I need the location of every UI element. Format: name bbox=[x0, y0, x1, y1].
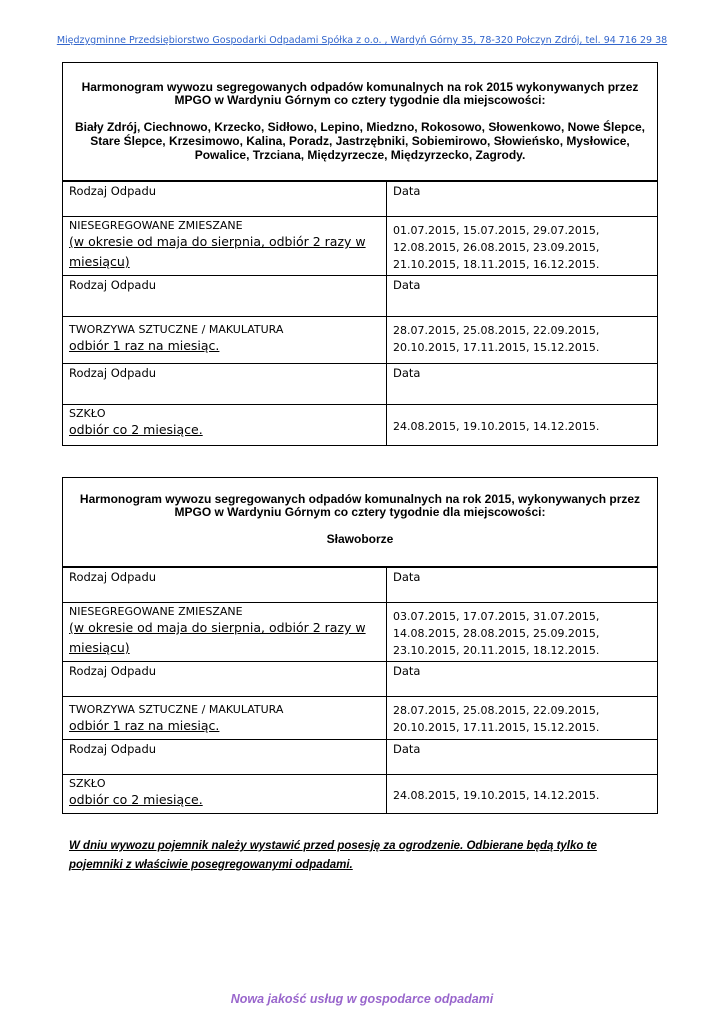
table-header-row bbox=[63, 364, 657, 405]
dates-cell: 28.07.2015, 25.08.2015, 22.09.2015, 20.10.2015, 17.11.2015, 15.12.2015. bbox=[387, 697, 658, 740]
schedule-1-table bbox=[63, 181, 657, 445]
col-date-header: Data bbox=[387, 662, 658, 697]
waste-type-note: (w okresie od maja do sierpnia, odbiór 2 razy w miesiącu) bbox=[69, 234, 366, 269]
table-row bbox=[63, 317, 657, 364]
schedule-2-title-box bbox=[63, 478, 657, 567]
schedule-table-1 bbox=[62, 62, 658, 446]
waste-type-label: SZKŁO bbox=[69, 407, 106, 420]
waste-type-cell bbox=[63, 697, 387, 740]
waste-type-label: NIESEGREGOWANE ZMIESZANE bbox=[69, 605, 243, 618]
waste-type-label: TWORZYWA SZTUCZNE / MAKULATURA bbox=[69, 703, 284, 716]
col-type-header: Rodzaj Odpadu bbox=[63, 740, 387, 775]
table-row bbox=[63, 217, 657, 276]
schedule-2-title: Harmonogram wywozu segregowanych odpadów komunalnych na rok 2015, wykonywanych przez MPGO w Wardyniu Górnym co cztery tygodnie dla miejscowości: bbox=[79, 492, 641, 519]
table-row bbox=[63, 603, 657, 662]
waste-type-note: (w okresie od maja do sierpnia, odbiór 2 razy w miesiącu) bbox=[69, 620, 366, 655]
col-type-header: Rodzaj Odpadu bbox=[63, 568, 387, 603]
schedule-2-places: Sławoborze bbox=[326, 532, 394, 546]
schedule-table-2 bbox=[62, 477, 658, 814]
schedule-1-title-box bbox=[63, 63, 657, 181]
col-date-header: Data bbox=[387, 740, 658, 775]
col-type-header: Rodzaj Odpadu bbox=[63, 662, 387, 697]
schedule-1-places: Biały Zdrój, Ciechnowo, Krzecko, Sidłowo, Lepino, Miedzno, Rokosowo, Słowenkowo, Nowe Ślepce, Stare Ślepce, Krzesimowo, Kalina, Poradz, Jastrzębniki, Sobiemirowo, Słowieńsko, Mysłowice, Powalice, Trzciana, Międzyrzecze, Międzyrzecko, Zagrody. bbox=[74, 120, 646, 162]
table-row bbox=[63, 697, 657, 740]
table-header-row bbox=[63, 276, 657, 317]
table-row bbox=[63, 775, 657, 814]
waste-type-cell bbox=[63, 775, 387, 814]
dates-cell: 03.07.2015, 17.07.2015, 31.07.2015, 14.08.2015, 28.08.2015, 25.09.2015, 23.10.2015, 20.11.2015, 18.12.2015. bbox=[387, 603, 658, 662]
col-type-header: Rodzaj Odpadu bbox=[63, 276, 387, 317]
col-type-header: Rodzaj Odpadu bbox=[63, 364, 387, 405]
waste-type-label: NIESEGREGOWANE ZMIESZANE bbox=[69, 219, 243, 232]
waste-type-note: odbiór 1 raz na miesiąc. bbox=[69, 718, 220, 733]
company-header: Międzygminne Przedsiębiorstwo Gospodarki Odpadami Spółka z o.o. , Wardyń Górny 35, 78-320 Połczyn Zdrój, tel. 94 716 29 38 bbox=[56, 35, 668, 46]
table-header-row bbox=[63, 662, 657, 697]
waste-type-cell bbox=[63, 603, 387, 662]
table-header-row bbox=[63, 740, 657, 775]
waste-type-note: odbiór co 2 miesiące. bbox=[69, 792, 203, 807]
dates-cell: 24.08.2015, 19.10.2015, 14.12.2015. bbox=[387, 775, 658, 814]
col-type-header: Rodzaj Odpadu bbox=[63, 182, 387, 217]
dates-cell: 28.07.2015, 25.08.2015, 22.09.2015, 20.10.2015, 17.11.2015, 15.12.2015. bbox=[387, 317, 658, 364]
col-date-header: Data bbox=[387, 364, 658, 405]
col-date-header: Data bbox=[387, 568, 658, 603]
waste-type-label: TWORZYWA SZTUCZNE / MAKULATURA bbox=[69, 323, 284, 336]
waste-type-note: odbiór 1 raz na miesiąc. bbox=[69, 338, 220, 353]
schedule-1-title: Harmonogram wywozu segregowanych odpadów komunalnych na rok 2015 wykonywanych przez MPGO w Wardyniu Górnym co cztery tygodnie dla miejscowości: bbox=[81, 80, 639, 107]
collection-notice: W dniu wywozu pojemnik należy wystawić przed posesję za ogrodzenie. Odbierane będą tylko te pojemniki z właściwie posegregowanymi odpadami. bbox=[69, 840, 597, 871]
waste-type-cell bbox=[63, 217, 387, 276]
col-date-header: Data bbox=[387, 276, 658, 317]
table-header-row bbox=[63, 182, 657, 217]
footer-slogan: Nowa jakość usług w gospodarce odpadami bbox=[230, 992, 494, 1006]
table-header-row bbox=[63, 568, 657, 603]
dates-cell: 01.07.2015, 15.07.2015, 29.07.2015, 12.08.2015, 26.08.2015, 23.09.2015, 21.10.2015, 18.11.2015, 16.12.2015. bbox=[387, 217, 658, 276]
waste-type-cell bbox=[63, 317, 387, 364]
col-date-header: Data bbox=[387, 182, 658, 217]
waste-type-cell bbox=[63, 405, 387, 446]
dates-cell: 24.08.2015, 19.10.2015, 14.12.2015. bbox=[387, 405, 658, 446]
table-row bbox=[63, 405, 657, 446]
waste-type-label: SZKŁO bbox=[69, 777, 106, 790]
waste-type-note: odbiór co 2 miesiące. bbox=[69, 422, 203, 437]
schedule-2-table bbox=[63, 567, 657, 813]
